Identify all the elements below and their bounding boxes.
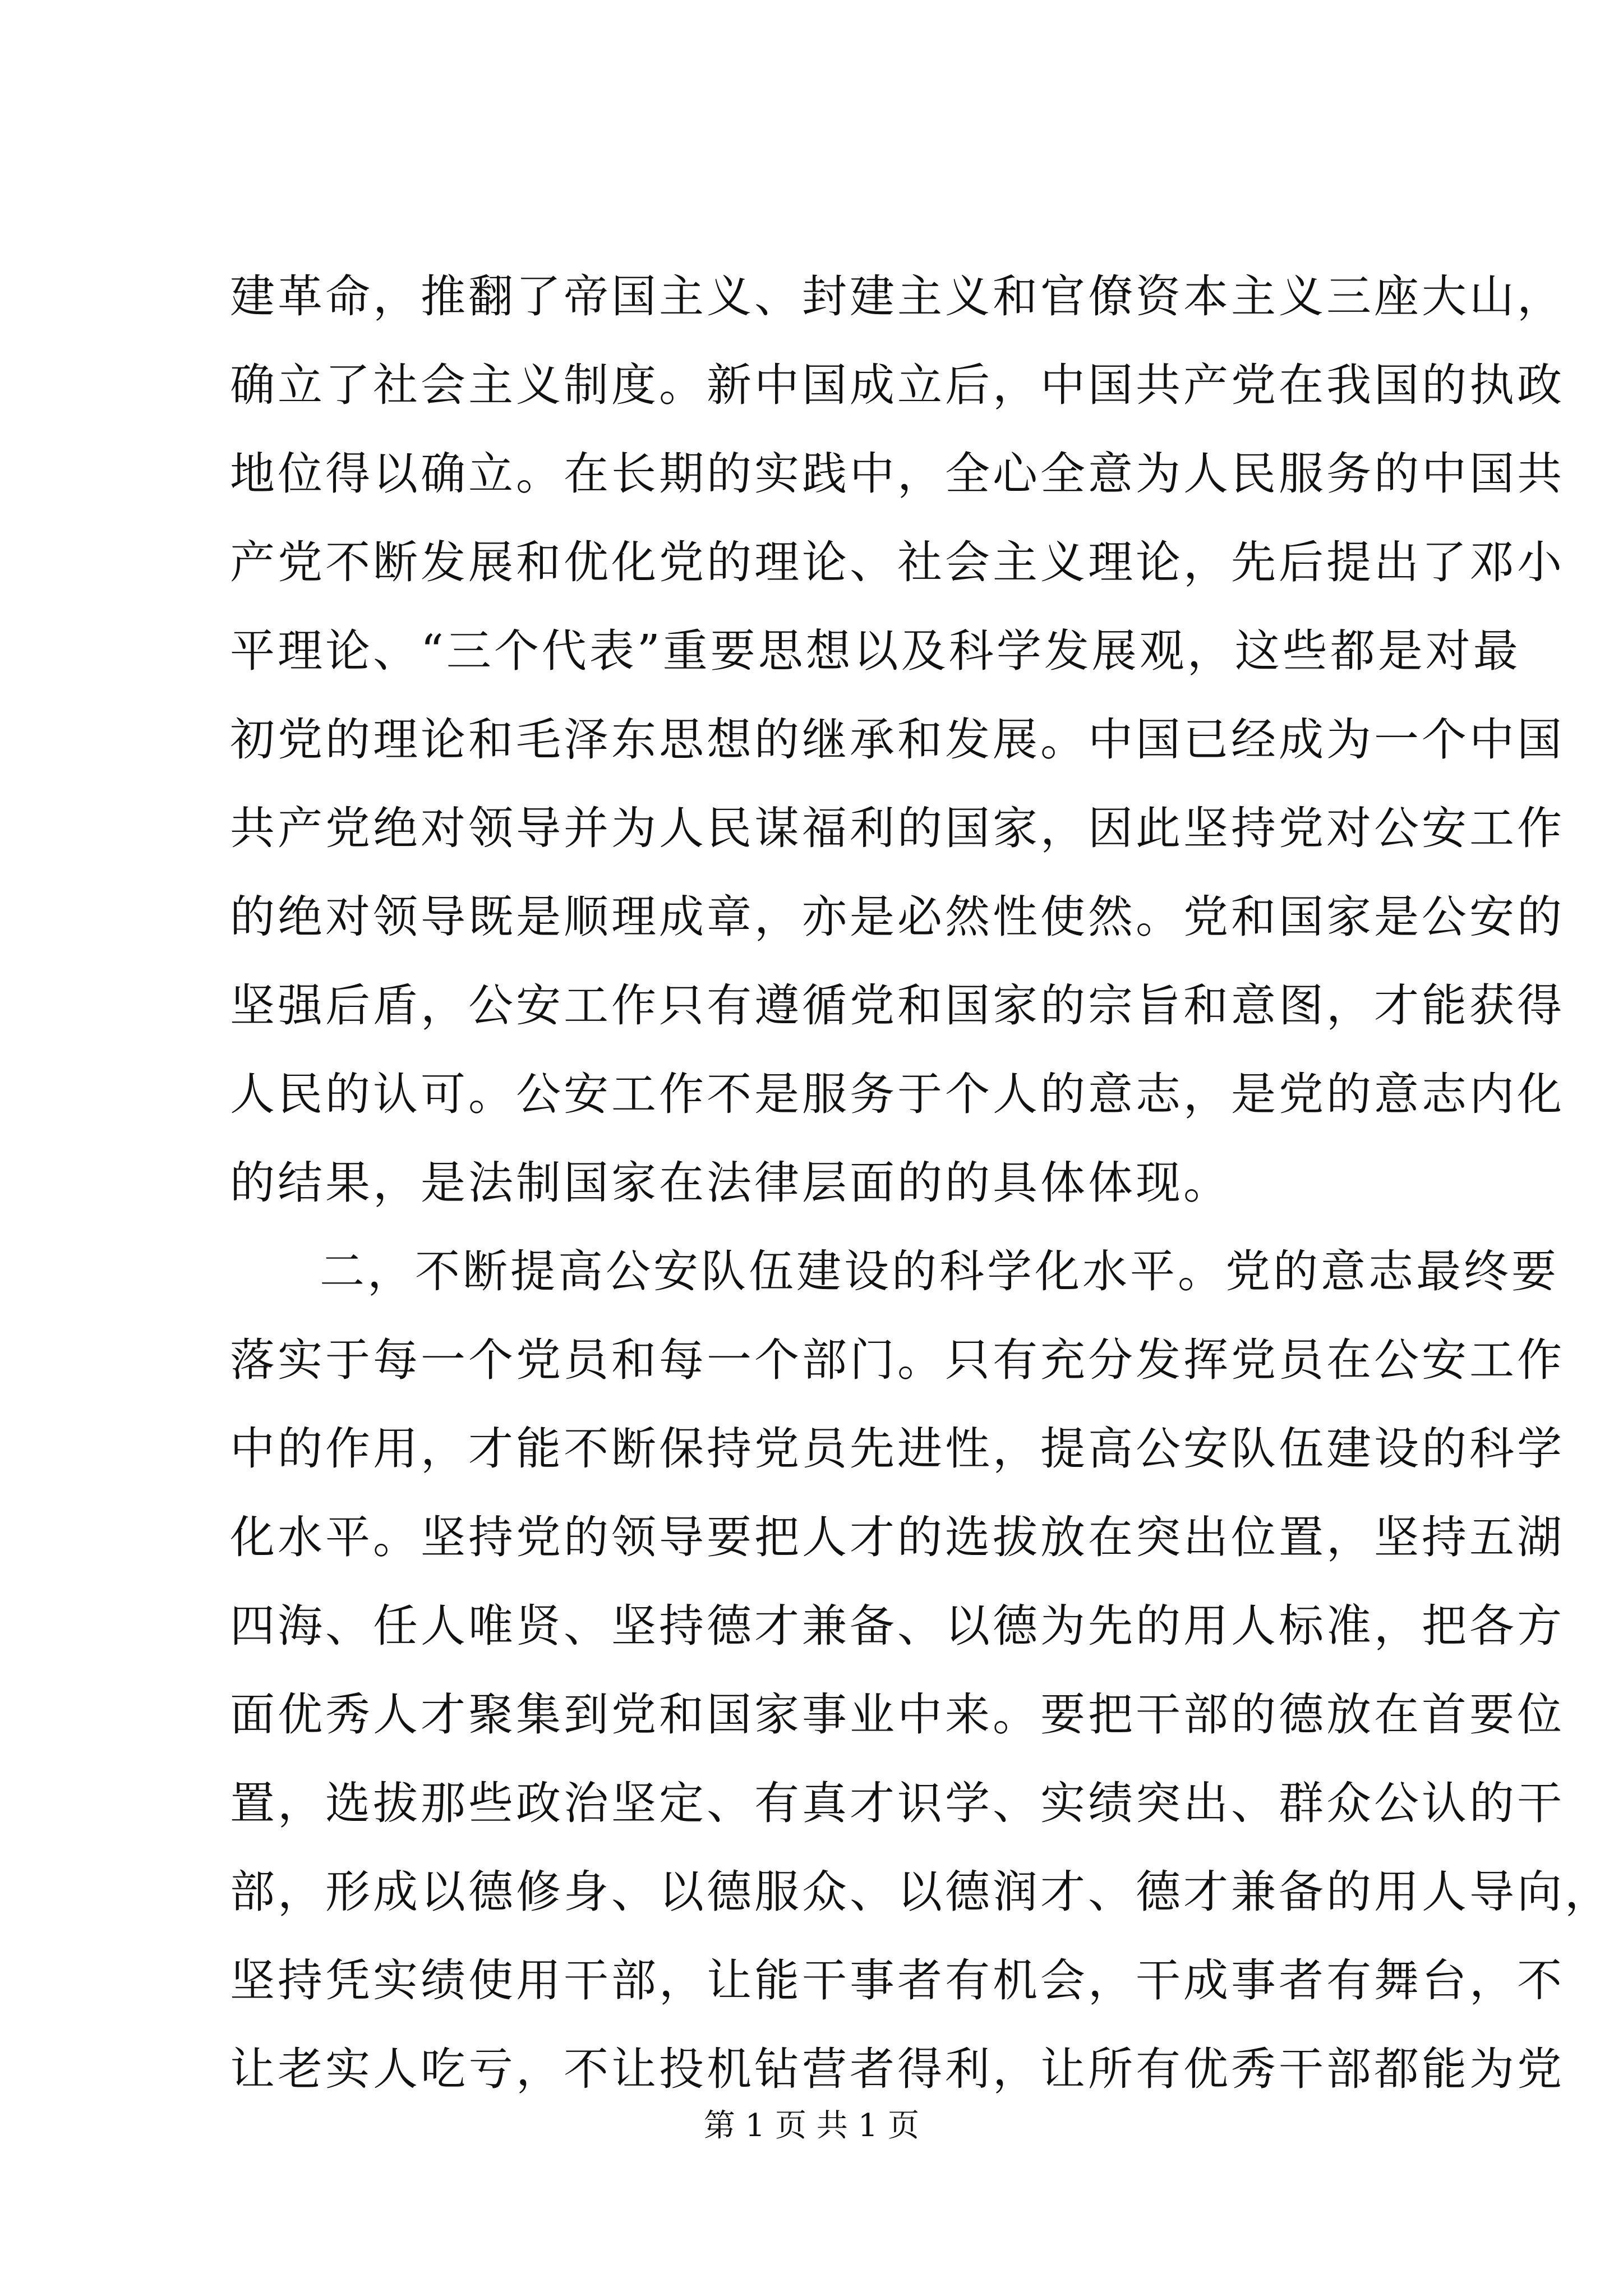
text-line: 坚强后盾，公安工作只有遵循党和国家的宗旨和意图，才能获得: [230, 979, 1565, 1032]
text-line: 落实于每一个党员和每一个部门。只有充分发挥党员在公安工作: [230, 1334, 1565, 1386]
text-line-paragraph-start: 二，不断提高公安队伍建设的科学化水平。党的意志最终要: [320, 1245, 1559, 1297]
text-line: 平理论、“三个代表”重要思想以及科学发展观，这些都是对最: [230, 625, 1521, 677]
text-line: 确立了社会主义制度。新中国成立后，中国共产党在我国的执政: [230, 359, 1565, 411]
text-line: 建革命，推翻了帝国主义、封建主义和官僚资本主义三座大山，: [230, 270, 1565, 323]
text-line: 四海、任人唯贤、坚持德才兼备、以德为先的用人标准，把各方: [230, 1600, 1565, 1652]
text-line: 坚持凭实绩使用干部，让能干事者有机会，干成事者有舞台，不: [230, 1954, 1565, 2007]
text-line: 的绝对领导既是顺理成章，亦是必然性使然。党和国家是公安的: [230, 891, 1565, 943]
text-line: 部，形成以德修身、以德服众、以德润才、德才兼备的用人导向，: [230, 1866, 1612, 1918]
text-line: 中的作用，才能不断保持党员先进性，提高公安队伍建设的科学: [230, 1423, 1565, 1475]
text-line-paragraph-end: 的结果，是法制国家在法律层面的的具体体现。: [230, 1157, 1231, 1209]
text-line: 初党的理论和毛泽东思想的继承和发展。中国已经成为一个中国: [230, 714, 1565, 766]
page-number-footer: 第 1 页 共 1 页: [703, 2108, 920, 2144]
text-line: 地位得以确立。在长期的实践中，全心全意为人民服务的中国共: [230, 448, 1565, 500]
body-text: [230, 252, 1612, 2114]
text-line: 置，选拔那些政治坚定、有真才识学、实绩突出、群众公认的干: [230, 1777, 1565, 1829]
text-line: 产党不断发展和优化党的理论、社会主义理论，先后提出了邓小: [230, 536, 1565, 588]
text-line: 面优秀人才聚集到党和国家事业中来。要把干部的德放在首要位: [230, 1688, 1565, 1741]
text-line: 让老实人吃亏，不让投机钻营者得利，让所有优秀干部都能为党: [230, 2043, 1565, 2095]
text-line: 化水平。坚持党的领导要把人才的选拔放在突出位置，坚持五湖: [230, 1511, 1565, 1563]
text-line: 共产党绝对领导并为人民谋福利的国家，因此坚持党对公安工作: [230, 802, 1565, 854]
text-line: 人民的认可。公安工作不是服务于个人的意志，是党的意志内化: [230, 1068, 1565, 1120]
